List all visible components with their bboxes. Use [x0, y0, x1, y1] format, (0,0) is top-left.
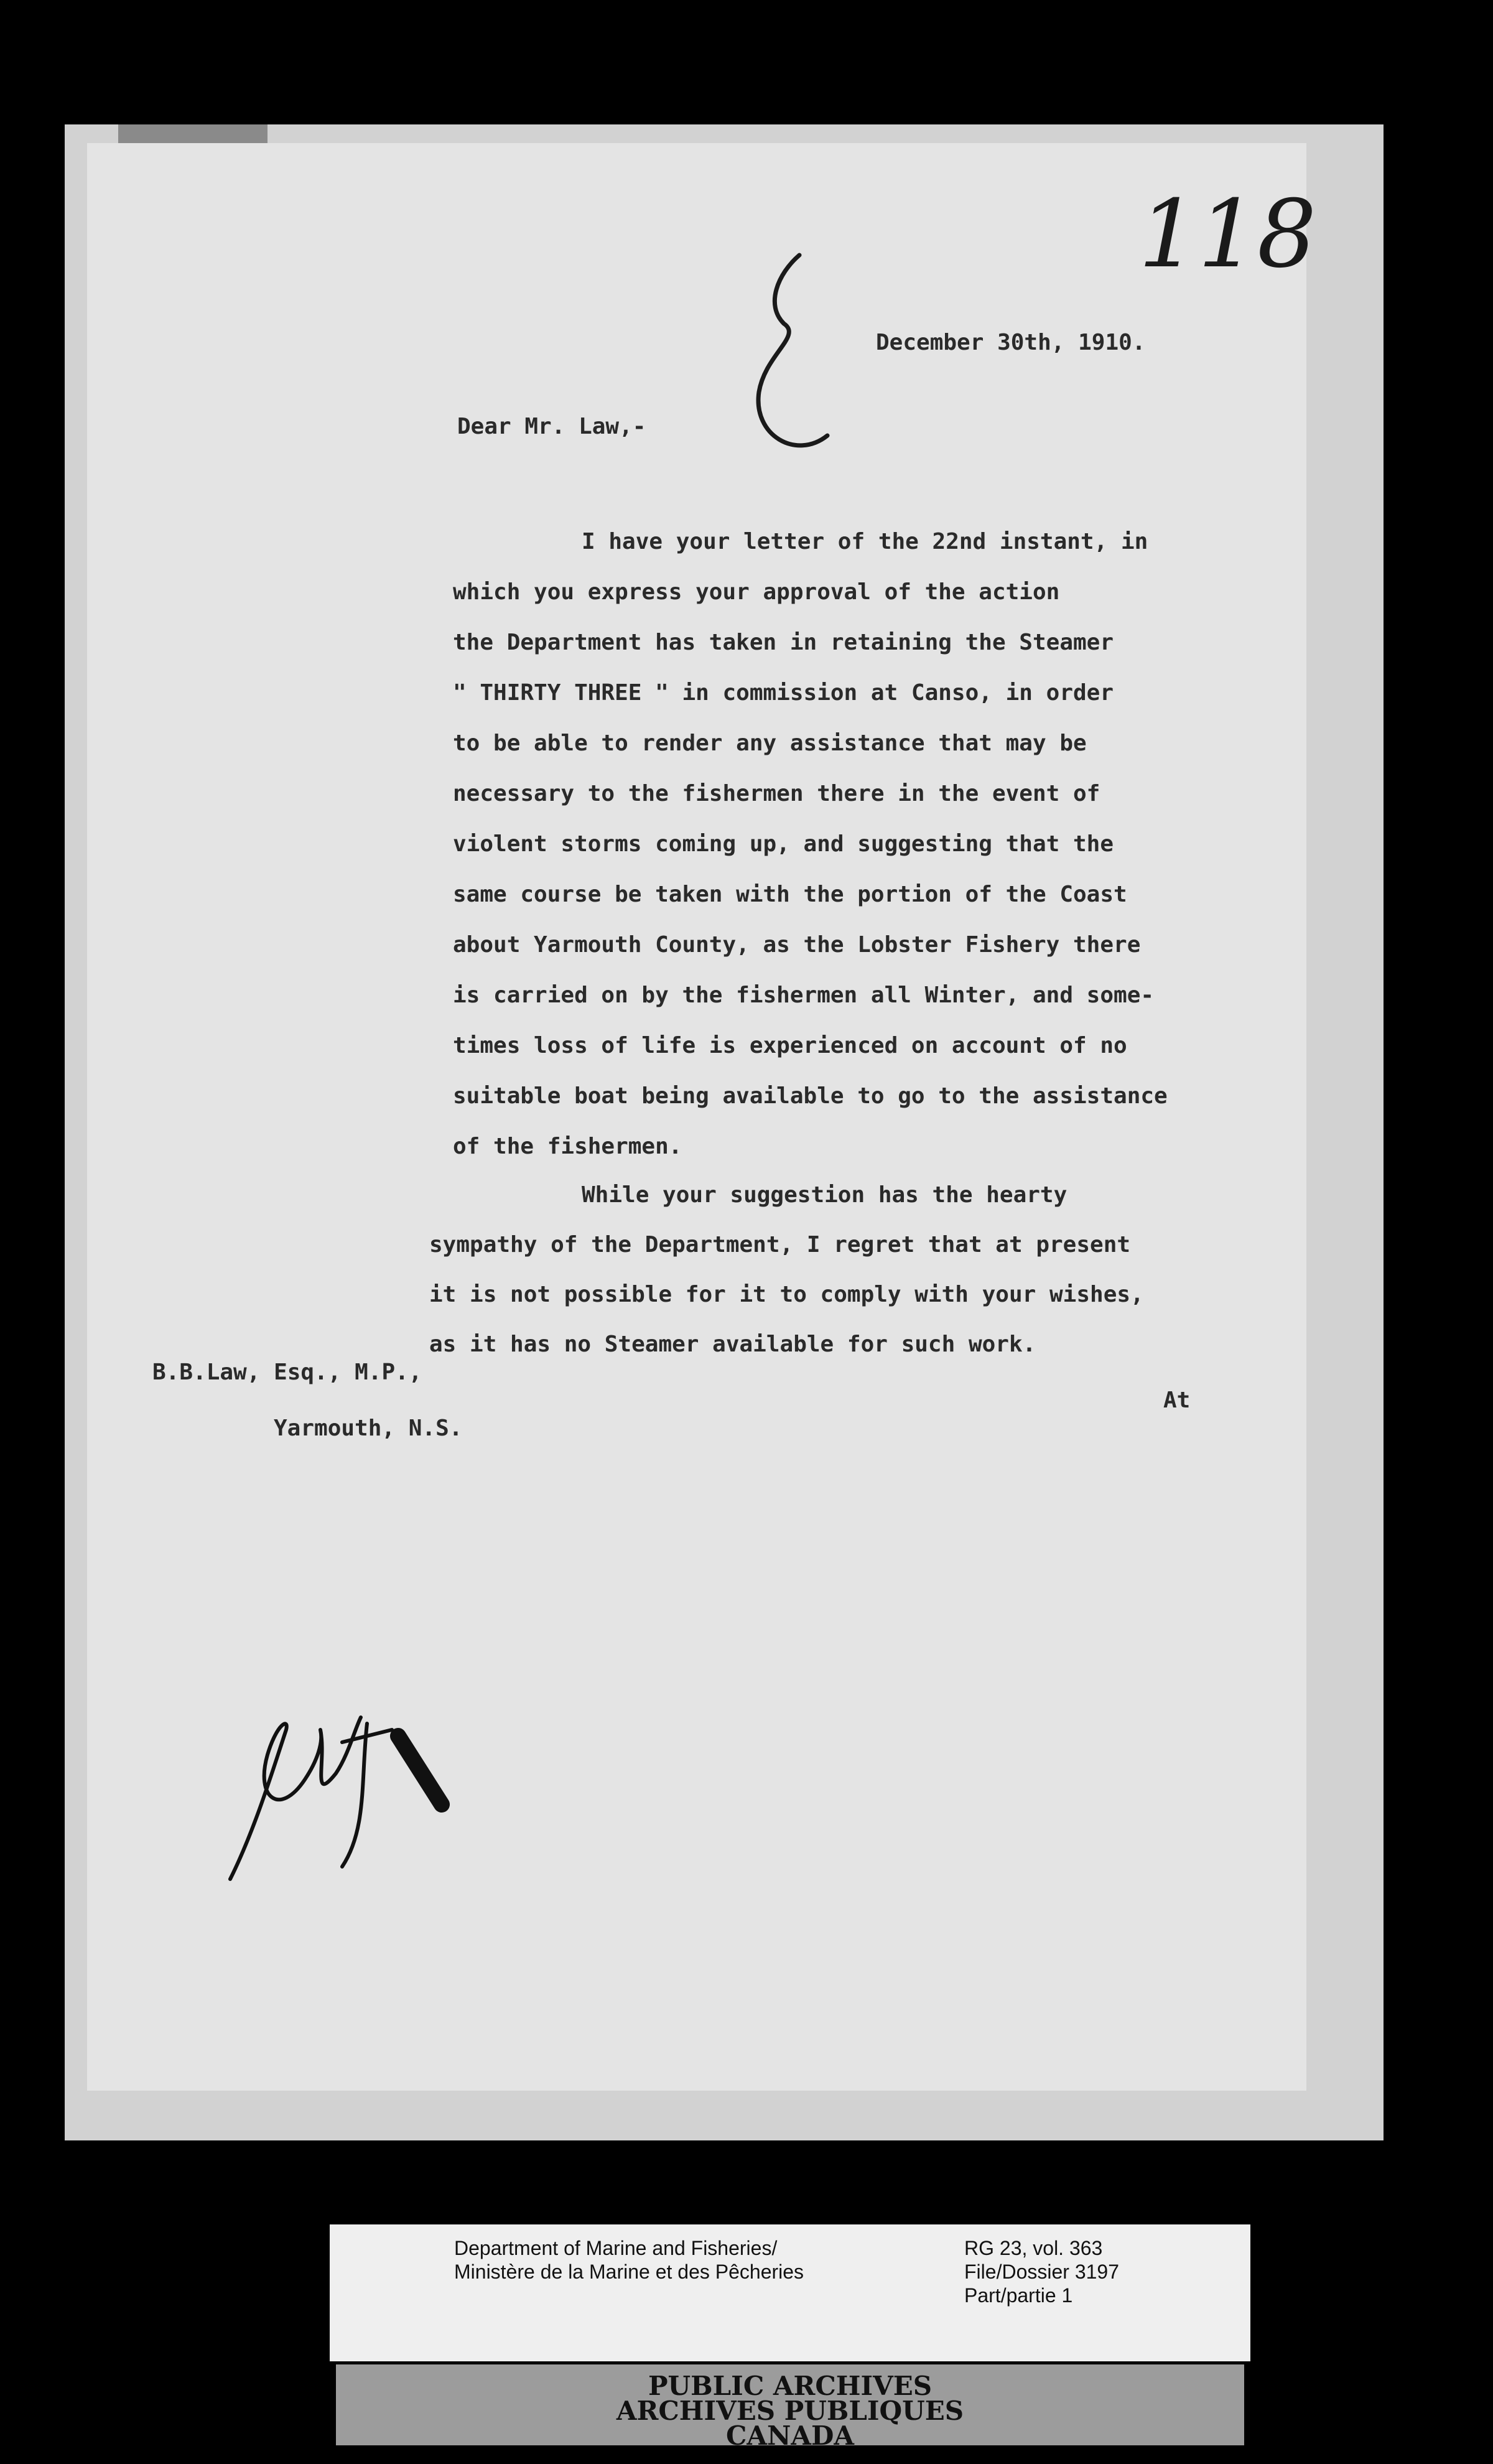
paragraph1-line: is carried on by the fishermen all Winter, and some-: [453, 982, 1155, 1008]
paragraph1-line: I have your letter of the 22nd instant, in: [582, 529, 1148, 554]
paragraph1-line: necessary to the fishermen there in the event of: [453, 781, 1100, 806]
department-line-fr: Ministère de la Marine et des Pêcheries: [454, 2261, 804, 2283]
department-line-en: Department of Marine and Fisheries/: [454, 2237, 778, 2259]
paragraph2-line: it is not possible for it to comply with your wishes,: [429, 1282, 1144, 1307]
paragraph1-line: same course be taken with the portion of the Coast: [453, 882, 1127, 907]
handwritten-mark-icon: [740, 249, 846, 473]
paragraph1-line: of the fishermen.: [453, 1134, 682, 1159]
addressee-location: Yarmouth, N.S.: [274, 1416, 463, 1441]
paragraph2-line: as it has no Steamer available for such work.: [429, 1332, 1036, 1357]
paragraph1-line: the Department has taken in retaining the Steamer: [453, 630, 1114, 655]
archive-stamp: [336, 2364, 1244, 2451]
paragraph1-line: suitable boat being available to go to the assistance: [453, 1083, 1168, 1109]
paragraph1-line: " THIRTY THREE " in commission at Canso, in order: [453, 680, 1114, 706]
folio-number: 118: [1138, 180, 1317, 289]
paragraph1-line: to be able to render any assistance that may be: [453, 730, 1087, 756]
archive-reference-label: [330, 2224, 1250, 2361]
at-label: At: [1163, 1388, 1191, 1413]
stamp-line-1: PUBLIC ARCHIVES: [648, 2371, 933, 2401]
addressee-name: B.B.Law, Esq., M.P.,: [152, 1360, 422, 1385]
letter-date: December 30th, 1910.: [876, 330, 1146, 355]
paragraph1-line: times loss of life is experienced on account of no: [453, 1033, 1127, 1058]
part-number: Part/partie 1: [964, 2284, 1073, 2307]
paragraph1-line: about Yarmouth County, as the Lobster Fishery there: [453, 932, 1141, 958]
signature-icon: [218, 1705, 454, 1892]
salutation: Dear Mr. Law,-: [457, 414, 646, 439]
record-group: RG 23, vol. 363: [964, 2237, 1103, 2259]
paragraph2-line: sympathy of the Department, I regret that at present: [429, 1232, 1131, 1258]
stamp-line-3: CANADA: [725, 2420, 854, 2451]
paragraph1-line: violent storms coming up, and suggesting that the: [453, 831, 1114, 857]
paragraph2-line: While your suggestion has the hearty: [582, 1182, 1067, 1208]
stamp-line-2: ARCHIVES PUBLIQUES: [616, 2396, 964, 2426]
paragraph1-line: which you express your approval of the action: [453, 579, 1060, 605]
file-number: File/Dossier 3197: [964, 2261, 1119, 2283]
